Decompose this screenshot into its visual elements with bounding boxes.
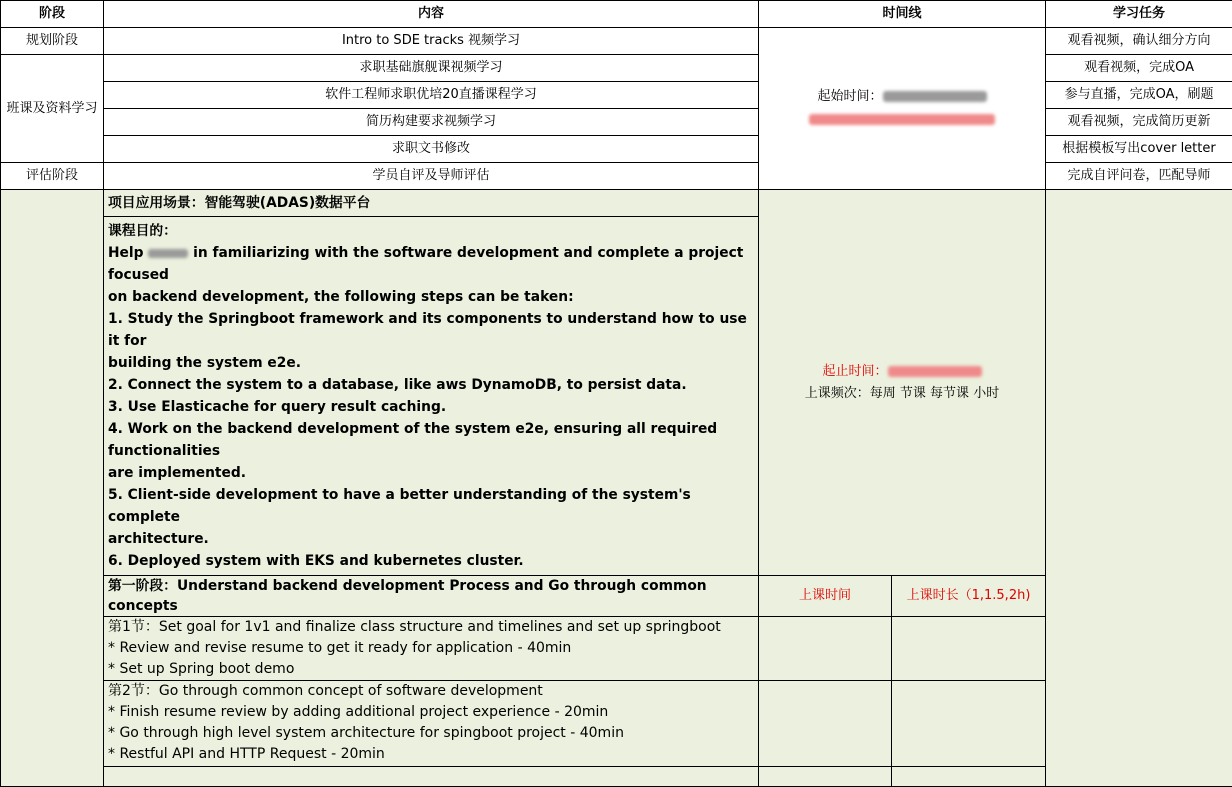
class-time-header: 上课时间 (759, 576, 892, 617)
content-cell: 学员自评及导师评估 (104, 163, 759, 190)
lesson-line: * Finish resume review by adding additional project experience - 20min (108, 702, 754, 723)
goal-line: 1. Study the Springboot framework and its components to understand how to use it for (108, 308, 754, 352)
course-goal-cell (104, 217, 759, 576)
stage-cell-empty (1, 190, 104, 787)
content-cell: 简历构建要求视频学习 (104, 109, 759, 136)
goal-line: building the system e2e. (108, 352, 754, 374)
header-stage: 阶段 (1, 1, 104, 28)
goal-line: on backend development, the following steps can be taken: (108, 286, 754, 308)
scenario-row (1, 190, 1232, 217)
goal-line: 4. Work on the backend development of the system e2e, ensuring all required functionalities (108, 418, 754, 462)
stage-cell: 评估阶段 (1, 163, 104, 190)
content-cell: Intro to SDE tracks 视频学习 (104, 28, 759, 55)
class-duration-header: 上课时长（1,1.5,2h) (892, 576, 1046, 617)
lesson-line: * Go through high level system architecture for spingboot project - 40min (108, 723, 754, 744)
lesson-1-time (759, 617, 892, 681)
goal-line: are implemented. (108, 462, 754, 484)
end-time-label: 起止时间： (823, 364, 888, 379)
lesson-line: * Set up Spring boot demo (108, 659, 754, 680)
goal-line: 3. Use Elasticache for query result caching. (108, 396, 754, 418)
table-row (1, 136, 1232, 163)
table-row (1, 28, 1232, 55)
header-row (1, 1, 1232, 28)
goal-line: architecture. (108, 528, 754, 550)
lesson-line: * Restful API and HTTP Request - 20min (108, 744, 754, 765)
redacted-name (148, 249, 188, 258)
task-cell-empty (1046, 190, 1232, 787)
goal-line: 2. Connect the system to a database, like aws DynamoDB, to persist data. (108, 374, 754, 396)
project-scenario: 项目应用场景：智能驾驶(ADAS)数据平台 (104, 190, 759, 217)
lesson-2-time (759, 681, 892, 767)
table-row (1, 163, 1232, 190)
goal-line: Help in familiarizing with the software development and complete a project focused (108, 242, 754, 286)
stage-cell: 班课及资料学习 (1, 55, 104, 163)
lesson-line: 第2节：Go through common concept of software development (108, 681, 754, 702)
task-cell: 完成自评问卷，匹配导师 (1046, 163, 1232, 190)
class-frequency: 上课频次：每周 节课 每节课 小时 (763, 384, 1041, 404)
lesson-3-content (104, 767, 759, 787)
lesson-1-content (104, 617, 759, 681)
goal-line: 5. Client-side development to have a better understanding of the system's complete (108, 484, 754, 528)
timeline-cell-project (759, 190, 1046, 576)
header-timeline: 时间线 (759, 1, 1046, 28)
task-cell: 观看视频，完成OA (1046, 55, 1232, 82)
lesson-line: 第1节：Set goal for 1v1 and finalize class structure and timelines and set up springboot (108, 617, 754, 638)
table-row (1, 82, 1232, 109)
lesson-2-duration (892, 681, 1046, 767)
table-row (1, 109, 1232, 136)
redacted-note (809, 114, 995, 125)
start-time-label: 起始时间： (818, 89, 883, 104)
table-row (1, 55, 1232, 82)
task-cell: 观看视频，确认细分方向 (1046, 28, 1232, 55)
lesson-2-content (104, 681, 759, 767)
content-cell: 求职文书修改 (104, 136, 759, 163)
phase1-title: 第一阶段：Understand backend development Process and Go through common concepts (104, 576, 759, 617)
timeline-cell-top (759, 28, 1046, 190)
lesson-line: * Review and revise resume to get it ready for application - 40min (108, 638, 754, 659)
header-tasks: 学习任务 (1046, 1, 1232, 28)
redacted-date (883, 91, 987, 102)
lesson-3-time (759, 767, 892, 787)
lesson-3-duration (892, 767, 1046, 787)
task-cell: 根据模板写出cover letter (1046, 136, 1232, 163)
content-cell: 求职基础旗舰课视频学习 (104, 55, 759, 82)
header-content: 内容 (104, 1, 759, 28)
lesson-1-duration (892, 617, 1046, 681)
stage-cell: 规划阶段 (1, 28, 104, 55)
goal-line: 6. Deployed system with EKS and kubernetes cluster. (108, 550, 754, 572)
task-cell: 观看视频，完成简历更新 (1046, 109, 1232, 136)
task-cell: 参与直播，完成OA，刷题 (1046, 82, 1232, 109)
content-cell: 软件工程师求职优培20直播课程学习 (104, 82, 759, 109)
redacted-date (888, 366, 982, 377)
goal-title: 课程目的： (108, 220, 754, 242)
